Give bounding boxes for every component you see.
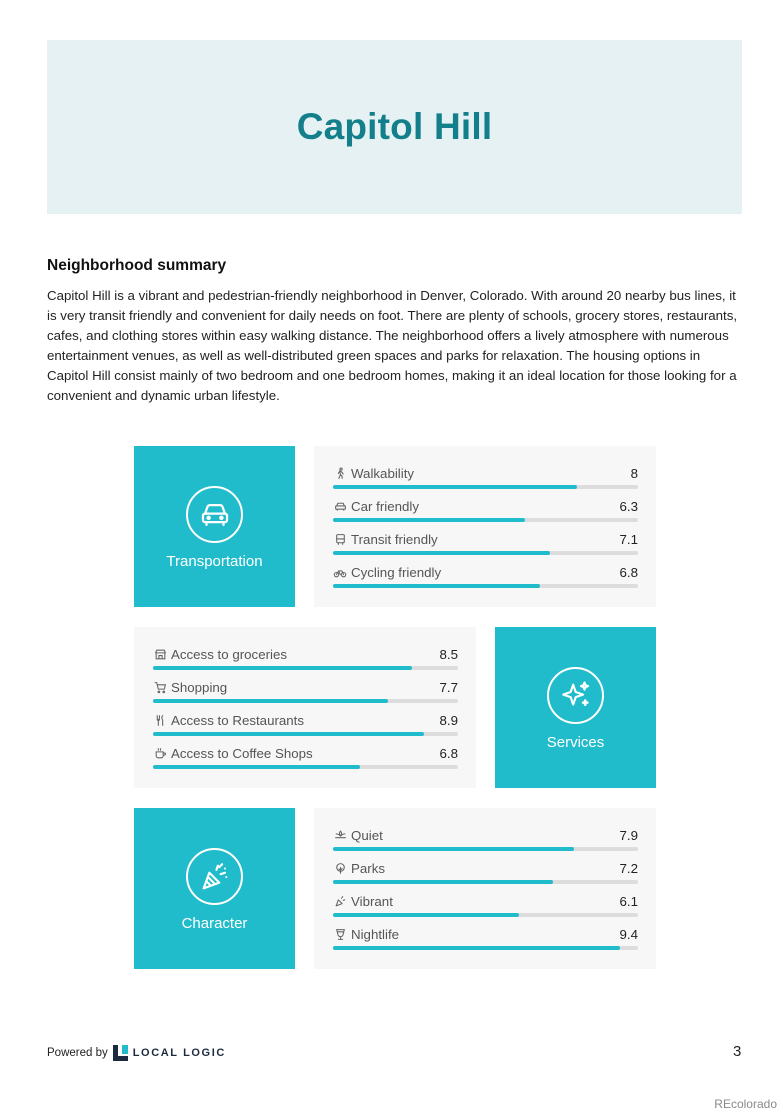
score-bar (333, 584, 540, 588)
brand-name: LOCAL LOGIC (132, 1047, 226, 1059)
car-icon (186, 486, 243, 543)
watermark: REcolorado (714, 1097, 777, 1111)
sparkles-icon (547, 667, 604, 724)
score-bar (333, 880, 553, 884)
lotus-icon (333, 829, 347, 843)
metric-vibrant: Vibrant 6.1 (333, 890, 638, 923)
metric-car-friendly: Car friendly 6.3 (333, 495, 638, 528)
metric-access-to-coffee-shops: Access to Coffee Shops 6.8 (153, 742, 458, 775)
score-bar (333, 946, 620, 950)
metric-access-to-groceries: Access to groceries 8.5 (153, 643, 458, 676)
tree-icon (333, 862, 347, 876)
metric-access-to-restaurants: Access to Restaurants 8.9 (153, 709, 458, 742)
transportation-tile (134, 446, 295, 607)
summary-paragraph: Capitol Hill is a vibrant and pedestrian-friendly neighborhood in Denver, Colorado. With around 20 nearby bus lines, it is very transit friendly and convenient for daily needs on foot. There are plenty of schools, grocery stores, restaurants, cafes, and clothing stores within easy walking distance. The neighborhood offers a lively atmosphere with numerous entertainment venues, as well as well-distributed green spaces and parks for relaxation. The housing options in Capitol Hill consist mainly of two bedroom and one bedroom homes, making it an ideal location for those looking for a convenient and dynamic urban lifestyle. (47, 288, 738, 403)
metric-walkability: Walkability 8 (333, 462, 638, 495)
coffee-icon (153, 747, 167, 761)
utensils-icon (153, 714, 167, 728)
character-tile (134, 808, 295, 969)
title-banner (47, 40, 742, 214)
metric-shopping: Shopping 7.7 (153, 676, 458, 709)
page-title: Capitol Hill (296, 106, 493, 147)
cart-icon (153, 681, 167, 695)
metric-cycling-friendly: Cycling friendly 6.8 (333, 561, 638, 594)
bicycle-icon (333, 566, 347, 580)
character-panel (314, 808, 656, 969)
party-popper-icon (186, 848, 243, 905)
cocktail-icon (333, 928, 347, 942)
score-bar (333, 913, 519, 917)
services-tile (495, 627, 656, 788)
score-bar (333, 485, 577, 489)
score-bar (153, 732, 424, 736)
summary-heading: Neighborhood summary (47, 257, 227, 274)
metric-transit-friendly: Transit friendly 7.1 (333, 528, 638, 561)
brand-logo[interactable] (113, 1045, 226, 1061)
metric-nightlife: Nightlife 9.4 (333, 923, 638, 956)
score-bar (333, 847, 574, 851)
walking-icon (333, 467, 347, 481)
page-number: 3 (733, 1043, 742, 1060)
powered-by-label: Powered by (47, 1047, 108, 1059)
score-bar (333, 518, 525, 522)
metric-quiet: Quiet 7.9 (333, 824, 638, 857)
party-popper-icon (333, 895, 347, 909)
services-label: Services (546, 734, 605, 751)
character-label: Character (181, 915, 248, 932)
score-bar (153, 666, 412, 670)
metric-parks: Parks 7.2 (333, 857, 638, 890)
transportation-panel (314, 446, 656, 607)
store-icon (153, 648, 167, 662)
score-bar (153, 765, 360, 769)
score-bar (333, 551, 550, 555)
services-panel (134, 627, 476, 788)
local-logic-logo-icon (113, 1045, 128, 1061)
car-icon (333, 500, 347, 514)
score-bar (153, 699, 388, 703)
transportation-label: Transportation (166, 553, 263, 570)
powered-by (47, 1045, 226, 1061)
bus-icon (333, 533, 347, 547)
